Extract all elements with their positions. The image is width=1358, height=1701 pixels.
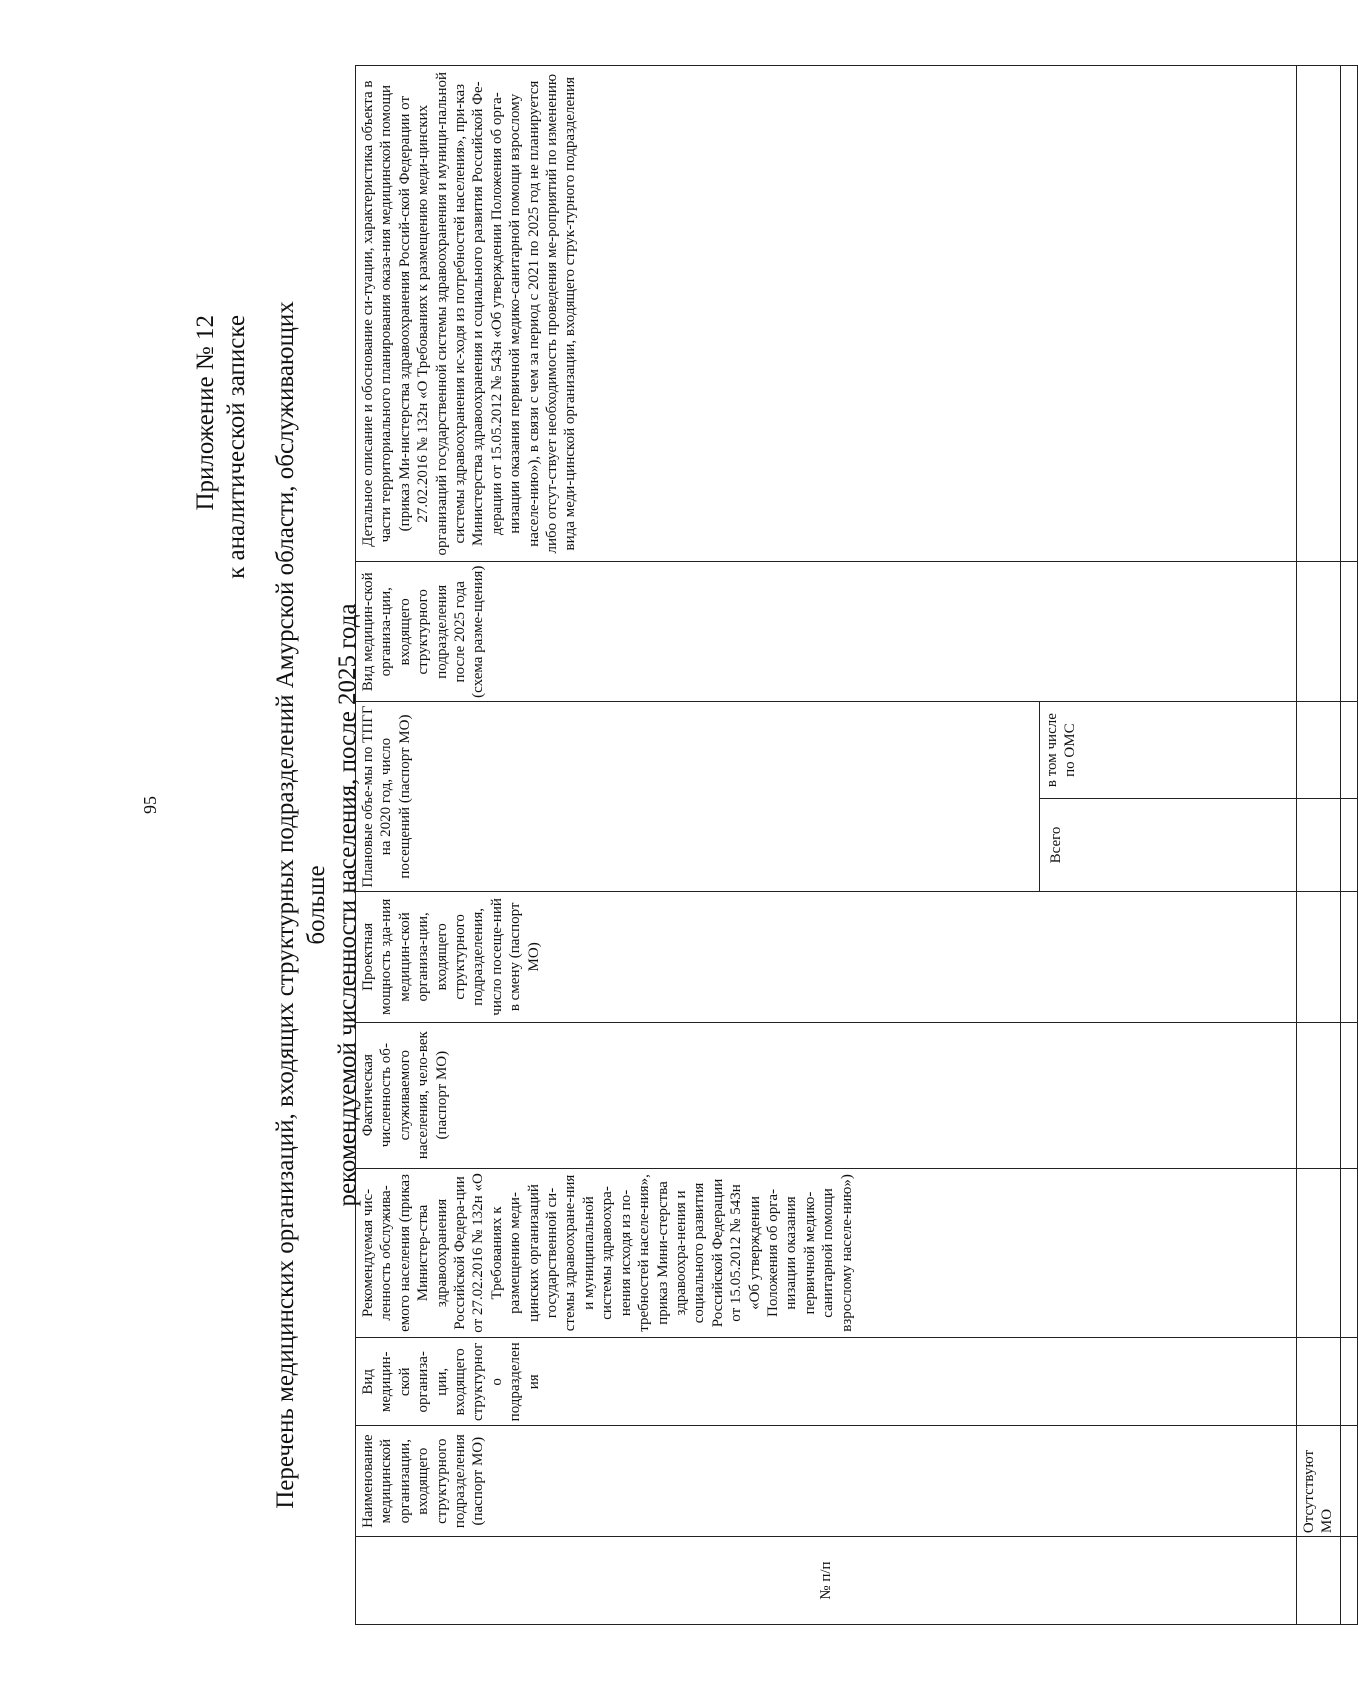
cell-actual (1296, 1022, 1340, 1168)
document-sheet (140, 65, 1336, 1625)
cell-capacity (1296, 891, 1340, 1022)
table-row-empty (1340, 66, 1357, 1625)
document-title-line-1: Перечень медицинских организаций, входящих структурных подразделений Амурской области, обслуживающих больше (272, 301, 330, 1509)
appendix-label (190, 315, 252, 579)
header-type-after: Вид медицин-ской организа-ции, входящего структурного подразделения после 2025 года (схема разме-щения) (356, 562, 1297, 702)
empty-cell (1340, 799, 1357, 892)
appendix-line-2: к аналитической записке (223, 315, 250, 579)
header-num: № п/п (356, 1537, 1297, 1625)
header-capacity: Проектная мощность зда-ния медицин-ской организа-ции, входящего структурного подразделения, число посеще-ний в смену (паспорт МО) (356, 891, 1297, 1022)
medical-organizations-table (355, 65, 1358, 1625)
document-title (270, 285, 363, 1525)
cell-planned-oms (1296, 702, 1340, 799)
header-description: Детальное описание и обоснование си-туации, характеристика объекта в части территориального планирования оказа-ния медицинской помощи (приказ Ми-нистерства здравоохранения Россий-ской Федерации от 27.02.2016 № 132н «О Требованиях к размещению меди-цинских организаций государственной системы здравоохранения и муници-пальной системы здравоохранения ис-ходя из потребностей населения», при-каз Министерства здравоохранения и социального развития Российской Фе-дерации от 15.05.2012 № 543н «Об утверждении Положения об орга-низации оказания первичной медико-санитарной помощи взрослому населе-нию»), в связи с чем за период с 2021 по 2025 год не планируется либо отсут-ствует необходимость проведения ме-роприятий по изменению вида меди-цинской организации, входящего струк-турного подразделения (356, 66, 1297, 562)
empty-cell (1340, 66, 1357, 562)
header-actual: Фактическая численность об-служиваемого населения, чело-век (паспорт МО) (356, 1022, 1297, 1168)
header-name: Наименование медицинской организации, входящего структурного подразделения (паспорт МО) (356, 1426, 1297, 1537)
document-title-line-2: рекомендуемой численности населения, после 2025 года (334, 603, 361, 1207)
cell-recommended (1296, 1168, 1340, 1338)
appendix-line-1: Приложение № 12 (192, 315, 219, 511)
empty-cell (1340, 1537, 1357, 1625)
header-type: Вид медицин-ской организа-ции, входящего структурного подразделения (356, 1338, 1297, 1426)
empty-cell (1340, 1426, 1357, 1537)
empty-cell (1340, 702, 1357, 799)
table-row (1296, 66, 1340, 1625)
cell-type (1296, 1338, 1340, 1426)
cell-description (1296, 66, 1340, 562)
header-planned: Плановые объе-мы по ТПГГ на 2020 год, число посещений (паспорт МО) (356, 702, 1040, 892)
cell-name: Отсутствуют МО (1296, 1426, 1340, 1537)
empty-cell (1340, 891, 1357, 1022)
cell-planned-total (1296, 799, 1340, 892)
empty-cell (1340, 1022, 1357, 1168)
cell-num (1296, 1537, 1340, 1625)
header-planned-oms: в том числе по ОМС (1040, 702, 1297, 799)
page-number: 95 (140, 796, 160, 814)
empty-cell (1340, 562, 1357, 702)
empty-cell (1340, 1168, 1357, 1338)
header-planned-total: Всего (1040, 799, 1297, 892)
header-recommended: Рекомендуемая чис-ленность обслужива-емого населения (приказ Министер-ства здравоохранения Российской Федера-ции от 27.02.2016 № 132н «О Требованиях к размещению меди-цинских организаций государственной си-стемы здравоохране-ния и муниципальной системы здравоохра-нения исходя из по-требностей населе-ния», приказ Мини-стерства здравоохра-нения и социального развития Российской Федерации от 15.05.2012 № 543н «Об утверждении Положения об орга-низации оказания первичной медико-санитарной помощи взрослому населе-нию») (356, 1168, 1297, 1338)
table-header-row (356, 66, 1040, 1625)
cell-type-after (1296, 562, 1340, 702)
empty-cell (1340, 1338, 1357, 1426)
